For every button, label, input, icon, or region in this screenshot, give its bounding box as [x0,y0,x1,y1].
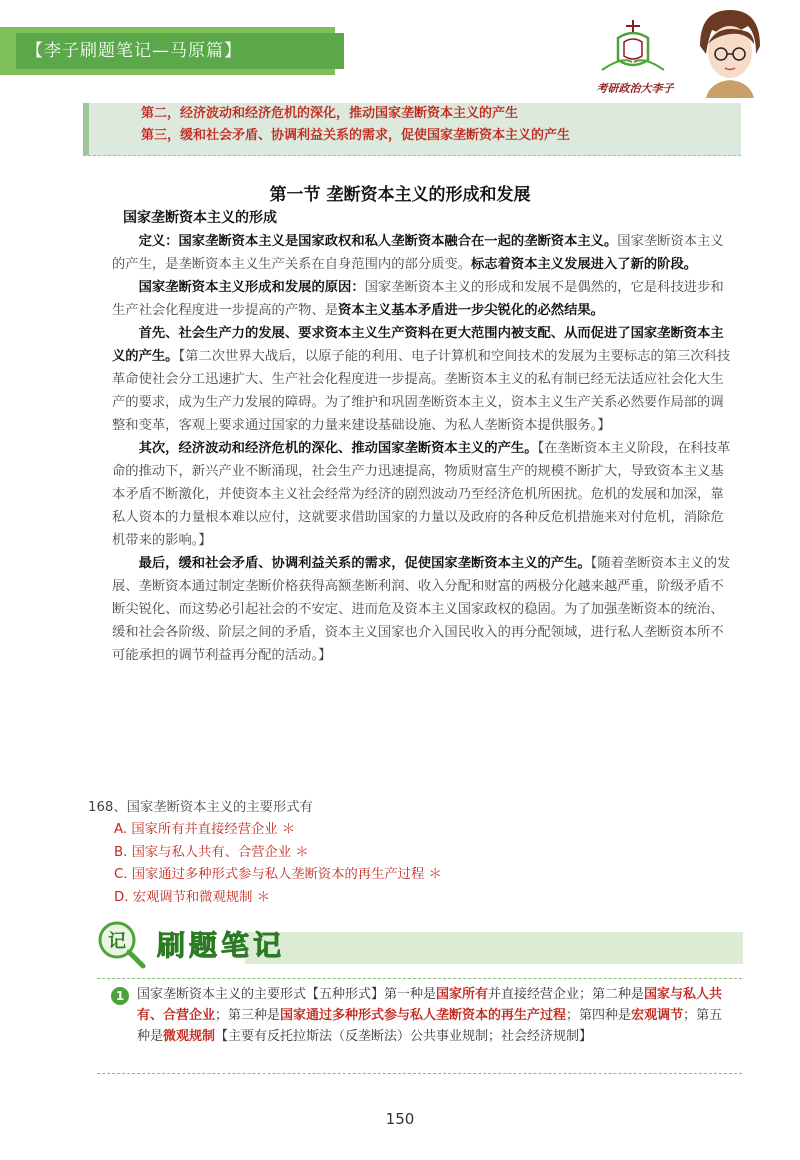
note-segment: ；第三种是 [215,1008,281,1023]
note-box [97,978,742,1074]
note-segment: 并直接经营企业；第二种是 [488,987,645,1002]
note-segment: ；第五种是 [137,1008,723,1044]
lantern-logo-icon [596,18,670,78]
option-d: D. 宏观调节和微观规制 ＊ [114,889,270,905]
option-a: A. 国家所有并直接经营企业 ＊ [114,822,296,837]
note-header [95,918,745,974]
summary-box [83,103,741,156]
reasons-text: 国家垄断资本主义的形成和发展不是偶然的，它是科技进步和生产社会化程度进一步提高的产物、是 [112,280,724,318]
body-text [112,230,732,667]
paragraph-second [112,437,732,552]
note-highlight: 微观规制 [163,1029,216,1044]
option-c: C. 国家通过多种形式参与私人垄断资本的再生产过程 ＊ [114,867,442,882]
note-segment: ；第四种是 [566,1008,632,1023]
second-bold: 其次，经济波动和经济危机的深化、推动国家垄断资本主义的产生。 [138,441,538,456]
question-block [88,796,728,909]
summary-line-3: 第三，缓和社会矛盾、协调利益关系的需求，促使国家垄断资本主义的产生 [141,128,571,143]
definition-bold: 定义：国家垄断资本主义是国家政权和私人垄断资本融合在一起的垄断资本主义。 [138,234,618,249]
reasons-bold: 国家垄断资本主义形成和发展的原因： [138,280,365,295]
last-text: 【随着垄断资本主义的发展、垄断资本通过制定垄断价格获得高额垄断利润、收入分配和财富的两极分化越来越严重，阶级矛盾不断尖锐化、而这势必引起社会的不安定、进而危及资本主义国家政权的稳固。为了加强垄断资本的统治、缓和社会各阶级、阶层之间的矛盾，资本主义国家也介入国民收入的再分配领域，进行私人垄断资本所不可能承担的调节利益再分配的活动。】 [112,556,731,663]
magnifier-note-icon [95,918,147,970]
reasons-bold-2: 资本主义基本矛盾进一步尖锐化的必然结果。 [338,303,604,318]
note-header-band [245,932,743,964]
note-icon-char: 记 [108,931,126,952]
note-highlight: 宏观调节 [631,1008,684,1023]
note-highlight: 国家所有 [436,987,489,1002]
definition-text: 国家垄断资本主义的产生，是垄断资本主义生产关系在自身范围内的部分质变。 [112,234,724,272]
question-stem: 168、国家垄断资本主义的主要形式有 [88,800,313,815]
note-label: 刷题笔记 [157,929,286,962]
first-text: 【第二次世界大战后，以原子能的利用、电子计算机和空间技术的发展为主要标志的第三次科技革命使社会分工迅速扩大、生产社会化程度进一步提高。垄断资本主义的私有制已经无法适应社会化大生产的要求，成为生产力发展的障碍。为了维护和巩固垄断资本主义，资本主义生产关系必然要作局部的调整和变革，客观上要求通过国家的力量来建设基础设施、为私人垄断资本提供服务。】 [112,349,731,433]
summary-line-2: 第二，经济波动和经济危机的深化，推动国家垄断资本主义的产生 [141,106,519,121]
note-number: 1 [111,987,129,1005]
paragraph-first [112,322,732,437]
second-text: 【在垄断资本主义阶段，在科技革命的推动下，新兴产业不断涌现，社会生产力迅速提高，物质财富生产的规模不断扩大，导致资本主义基本矛盾不断激化，并使资本主义社会经常为经济的剧烈波动乃至经济危机所困扰。危机的发展和加深，靠私人资本的力量根本难以应付，这就要求借助国家的力量以及政府的各种反危机措施来对付危机，消除危机带来的影响。】 [112,441,731,548]
last-bold: 最后，缓和社会矛盾、协调利益关系的需求，促使国家垄断资本主义的产生。 [138,556,591,571]
note-highlight: 国家通过多种形式参与私人垄断资本的再生产过程 [280,1008,567,1023]
logo-text: 考研政治大李子 [596,82,674,95]
page-number: 150 [385,1110,415,1128]
first-bold: 首先、社会生产力的发展、要求资本主义生产资料在更大范围内被支配、从而促进了国家垄断资本主义的产生。 [112,326,724,364]
note-text [137,984,735,1047]
paragraph-last [112,552,732,667]
section-title: 第一节 垄断资本主义的形成和发展 [269,185,531,205]
definition-bold-2: 标志着资本主义发展进入了新的阶段。 [471,257,698,272]
option-b: B. 国家与私人共有、合营企业 ＊ [114,844,309,860]
note-segment: 【主要有反托拉斯法（反垄断法）公共事业规制；社会经济规制】 [215,1029,593,1044]
note-segment: 国家垄断资本主义的主要形式【五种形式】第一种是 [137,987,437,1002]
note-highlight: 国家与私人共有、合营企业 [137,987,723,1023]
header-title: 【李子刷题笔记—马原篇】 [16,33,344,69]
paragraph-reasons [112,276,732,322]
avatar [690,6,770,98]
paragraph-definition [112,230,732,276]
subhead: 国家垄断资本主义的形成 [123,210,277,226]
